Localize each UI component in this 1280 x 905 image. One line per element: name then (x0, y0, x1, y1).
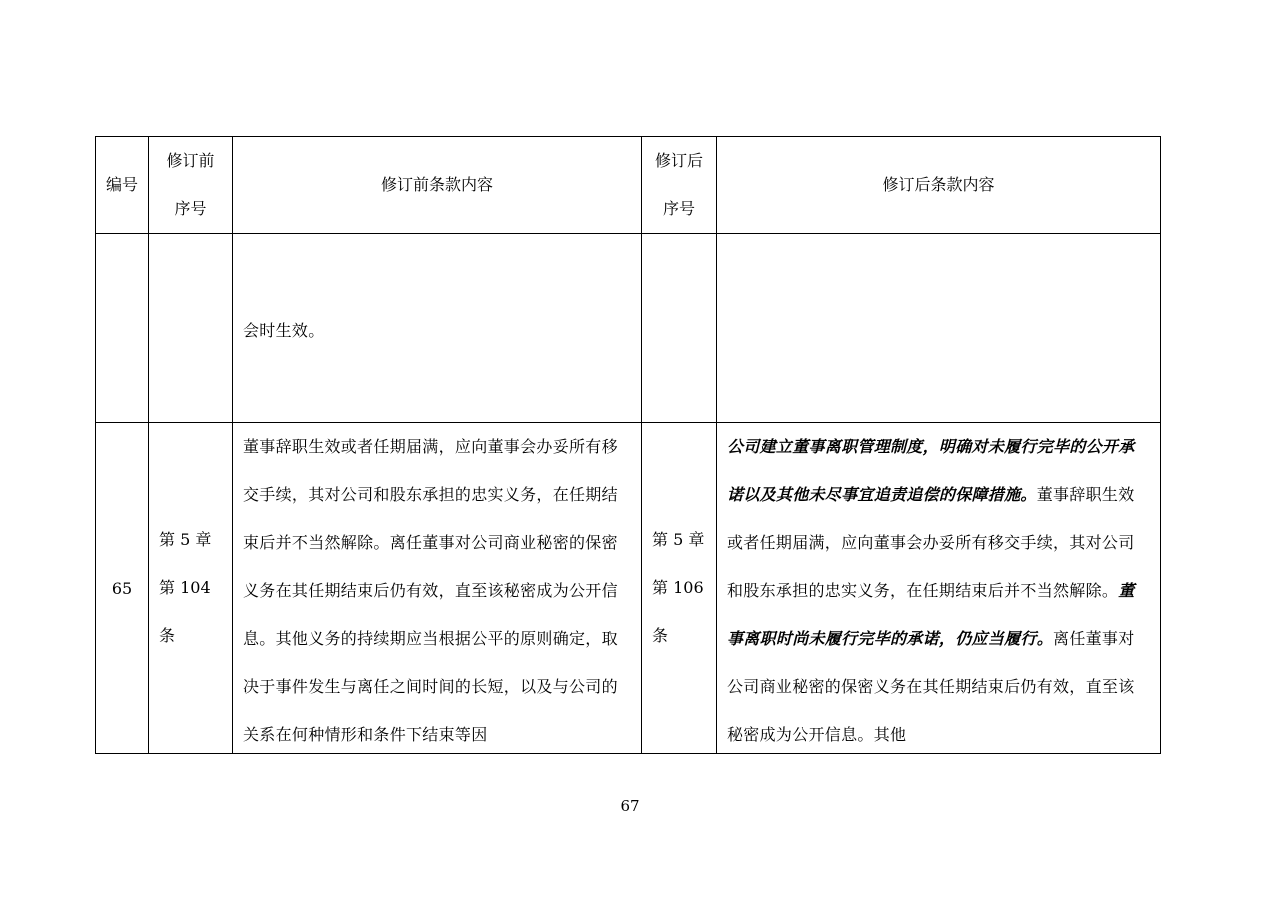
row1-new-seq (642, 234, 717, 423)
table-row (96, 423, 1161, 754)
row1-prev-seq (149, 234, 233, 423)
row1-new-content (717, 234, 1161, 423)
header-no: 编号 (96, 137, 149, 234)
header-new-seq-line1: 修订后 (654, 151, 703, 170)
new-content-added-2: 董事离职时尚未履行完毕的承诺，仍应当履行。 (727, 581, 1135, 648)
revision-table (95, 136, 1161, 754)
table-header-row (96, 137, 1161, 234)
header-prev-content: 修订前条款内容 (233, 137, 642, 234)
page-number: 67 (620, 797, 640, 815)
new-content-added-1: 公司建立董事离职管理制度，明确对未履行完毕的公开承诺以及其他未尽事宜追责追偿的保障措施。 (727, 437, 1135, 504)
row2-prev-content-text: 董事辞职生效或者任期届满，应向董事会办妥所有移交手续，其对公司和股东承担的忠实义务，在任期结束后并不当然解除。离任董事对公司商业秘密的保密义务在其任期结束后仍有效，直至该秘密成为公开信息。其他义务的持续期应当根据公平的原则确定，取决于事件发生与离任之间时间的长短，以及与公司的关系在何种情形和条件下结束等因 (243, 437, 618, 744)
row2-no: 65 (96, 423, 149, 754)
row2-prev-seq (149, 423, 233, 754)
header-prev-seq (149, 137, 233, 234)
row1-prev-content: 会时生效。 (233, 234, 642, 423)
header-new-seq-line2: 序号 (662, 199, 695, 218)
header-prev-seq-line1: 修订前 (166, 151, 215, 170)
row2-prev-seq-line2: 第 104 (159, 578, 211, 597)
row2-new-seq-line1: 第 5 章 (652, 530, 705, 549)
row2-prev-seq-line1: 第 5 章 (159, 530, 212, 549)
header-prev-seq-line2: 序号 (174, 199, 207, 218)
row2-prev-seq-line3: 条 (159, 626, 176, 645)
new-content-text-1: 董事辞职生效或者任期届满，应向董事会办妥所有移交手续，其对公司和股东承担的忠实义务，在任期结束后并不当然解除。 (727, 485, 1135, 600)
header-new-seq (642, 137, 717, 234)
row1-no (96, 234, 149, 423)
row2-prev-content (233, 423, 642, 754)
row2-new-seq-line2: 第 106 (652, 578, 704, 597)
table-row (96, 234, 1161, 423)
row2-new-seq (642, 423, 717, 754)
new-content-text-2: 离任董事对公司商业秘密的保密义务在其任期结束后仍有效，直至该秘密成为公开信息。其他 (727, 629, 1135, 744)
row2-new-seq-line3: 条 (652, 626, 669, 645)
header-new-content: 修订后条款内容 (717, 137, 1161, 234)
row2-new-content (717, 423, 1161, 754)
